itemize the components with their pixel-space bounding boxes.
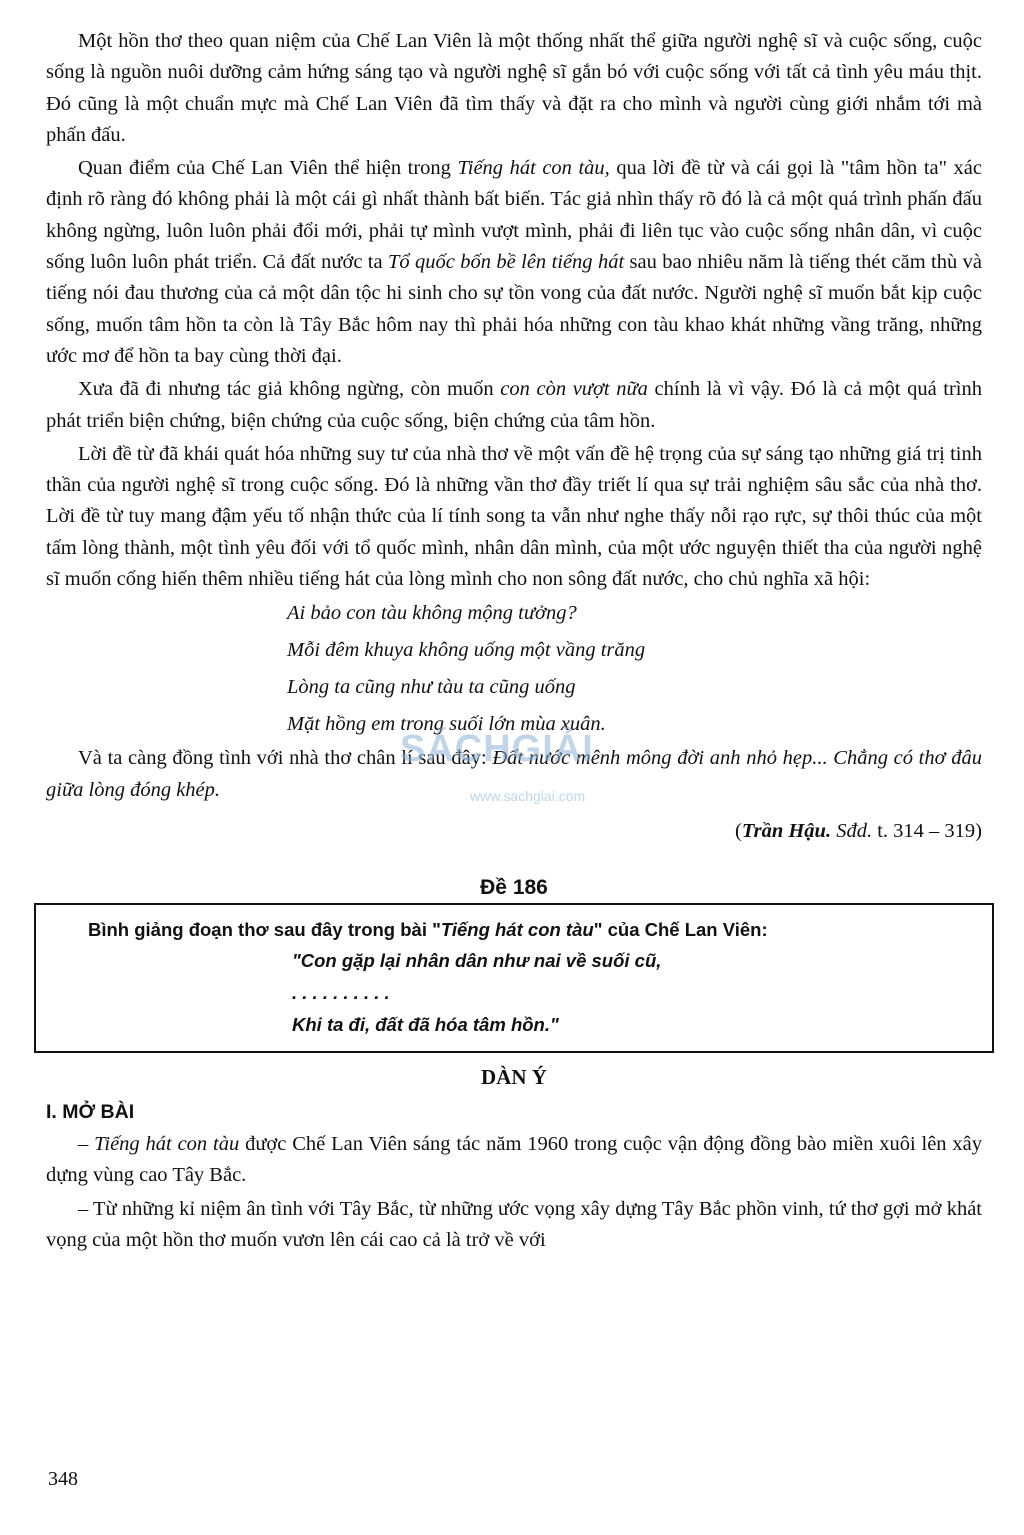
paragraph-5: Và ta càng đồng tình với nhà thơ chân lí sau đây: Đất nước mênh mông đời anh nhỏ hẹp... Chẳng có thơ đâu giữa lòng đóng khép. — [46, 747, 982, 801]
paragraph-1: Một hồn thơ theo quan niệm của Chế Lan Viên là một thống nhất thể giữa người nghệ sĩ và cuộc sống, cuộc sống là nguồn nuôi dưỡng cảm hứng sáng tạo và người nghệ sĩ gắn bó với cuộc sống với tất cả tình yêu máu thịt. Đó cũng là một chuẩn mực mà Chế Lan Viên đã tìm thấy và đặt ra cho mình và người cùng giới nhắm tới mà phấn đấu. — [46, 30, 982, 146]
verse-line: Mặt hồng em trong suối lớn mùa xuân. — [287, 713, 606, 736]
quoted-line: Tổ quốc bốn bề lên tiếng hát — [388, 251, 625, 274]
outline-bullet: – Từ những kỉ niệm ân tình với Tây Bắc, từ những ước vọng xây dựng Tây Bắc phồn vinh, tứ thơ gợi mở khát vọng của một hồn thơ muốn vươn lên cái cao cả là trở về với — [46, 1197, 982, 1251]
watermark-logo: SÁCHGIẢI www.sachgiai.com — [400, 728, 594, 804]
book-page — [46, 26, 982, 1256]
outline-heading: DÀN Ý — [481, 1064, 547, 1089]
exercise-title: Đề 186 — [480, 875, 548, 899]
quoted-phrase: con còn vượt nữa — [500, 378, 648, 401]
exercise-prompt: Bình giảng đoạn thơ sau đây trong bài "Tiếng hát con tàu" của Chế Lan Viên: — [88, 918, 768, 940]
section-heading: I. MỞ BÀI — [46, 1100, 135, 1123]
exercise-box — [34, 903, 994, 1053]
poem-excerpt — [287, 595, 982, 743]
quoted-verse: Đất nước mênh mông đời anh nhỏ hẹp... Chẳng có thơ đâu giữa lòng đóng khép. — [46, 747, 982, 801]
paragraph-3: Xưa đã đi nhưng tác giả không ngừng, còn muốn con còn vượt nữa chính là vì vậy. Đó là cả một quá trình phát triển biện chứng, biện chứng của cuộc sống, biện chứng của tâm hồn. — [46, 378, 982, 432]
citation: (Trần Hậu. Sđd. t. 314 – 319) — [735, 819, 982, 842]
paragraph-4: Lời đề từ đã khái quát hóa những suy tư của nhà thơ về một vấn đề hệ trọng của sự sáng tạo những giá trị tinh thần của người nghệ sĩ trong cuộc sống. Đó là những vần thơ đầy triết lí qua sự trải nghiệm sâu sắc của nhà thơ. Lời đề từ tuy mang đậm yếu tố nhận thức của lí tính song ta vẫn như nghe thấy nỗi rạo rực, sự thôi thúc của một tấm lòng thành, một tình yêu đối với tổ quốc mình, nhân dân mình, của một ước nguyện thiết tha của người nghệ sĩ muốn cống hiến thêm nhiều tiếng hát của lòng mình cho non sông đất nước, cho chủ nghĩa xã hội: — [46, 442, 982, 591]
exercise-quote-line: Khi ta đi, đất đã hóa tâm hồn." — [292, 1013, 559, 1035]
paragraph-2: Quan điểm của Chế Lan Viên thể hiện trong Tiếng hát con tàu, qua lời đề từ và cái gọi là "tâm hồn ta" xác định rõ ràng đó không phải là một cái gì nhất thành bất biến. Tác giả nhìn thấy rõ đó là cả một quá trình phấn đấu không ngừng, luôn luôn phải đổi mới, phải tự mình vượt mình, phải đi liên tục vào cuộc sống nhân dân, vì cuộc sống luôn luôn phát triển. Cả đất nước ta Tổ quốc bốn bề lên tiếng hát sau bao nhiêu năm là tiếng thét căm thù và tiếng nói đau thương của cả một dân tộc hi sinh cho sự tồn vong của đất nước. Người nghệ sĩ muốn bắt kịp cuộc sống, muốn tâm hồn ta còn là Tây Bắc hôm nay thì phải hóa những con tàu khao khát những vầng trăng, những ước mơ để hồn ta bay cùng thời đại. — [46, 157, 982, 367]
outline-bullet: – Tiếng hát con tàu được Chế Lan Viên sáng tác năm 1960 trong cuộc vận động đồng bào miền xuôi lên xây dựng vùng cao Tây Bắc. — [46, 1132, 982, 1187]
verse-line: Ai bảo con tàu không mộng tưởng? — [287, 602, 577, 625]
verse-line: Mỗi đêm khuya không uống một vầng trăng — [287, 639, 646, 662]
exercise-quote-line: "Con gặp lại nhân dân như nai về suối cũ, — [292, 949, 662, 971]
poem-title: Tiếng hát con tàu, — [457, 157, 610, 180]
page-number: 348 — [48, 1468, 78, 1490]
citation-author: Trần Hậu. — [741, 819, 832, 842]
exercise-ellipsis: . . . . . . . . . . — [292, 981, 390, 1003]
verse-line: Lòng ta cũng như tàu ta cũng uống — [287, 676, 576, 699]
